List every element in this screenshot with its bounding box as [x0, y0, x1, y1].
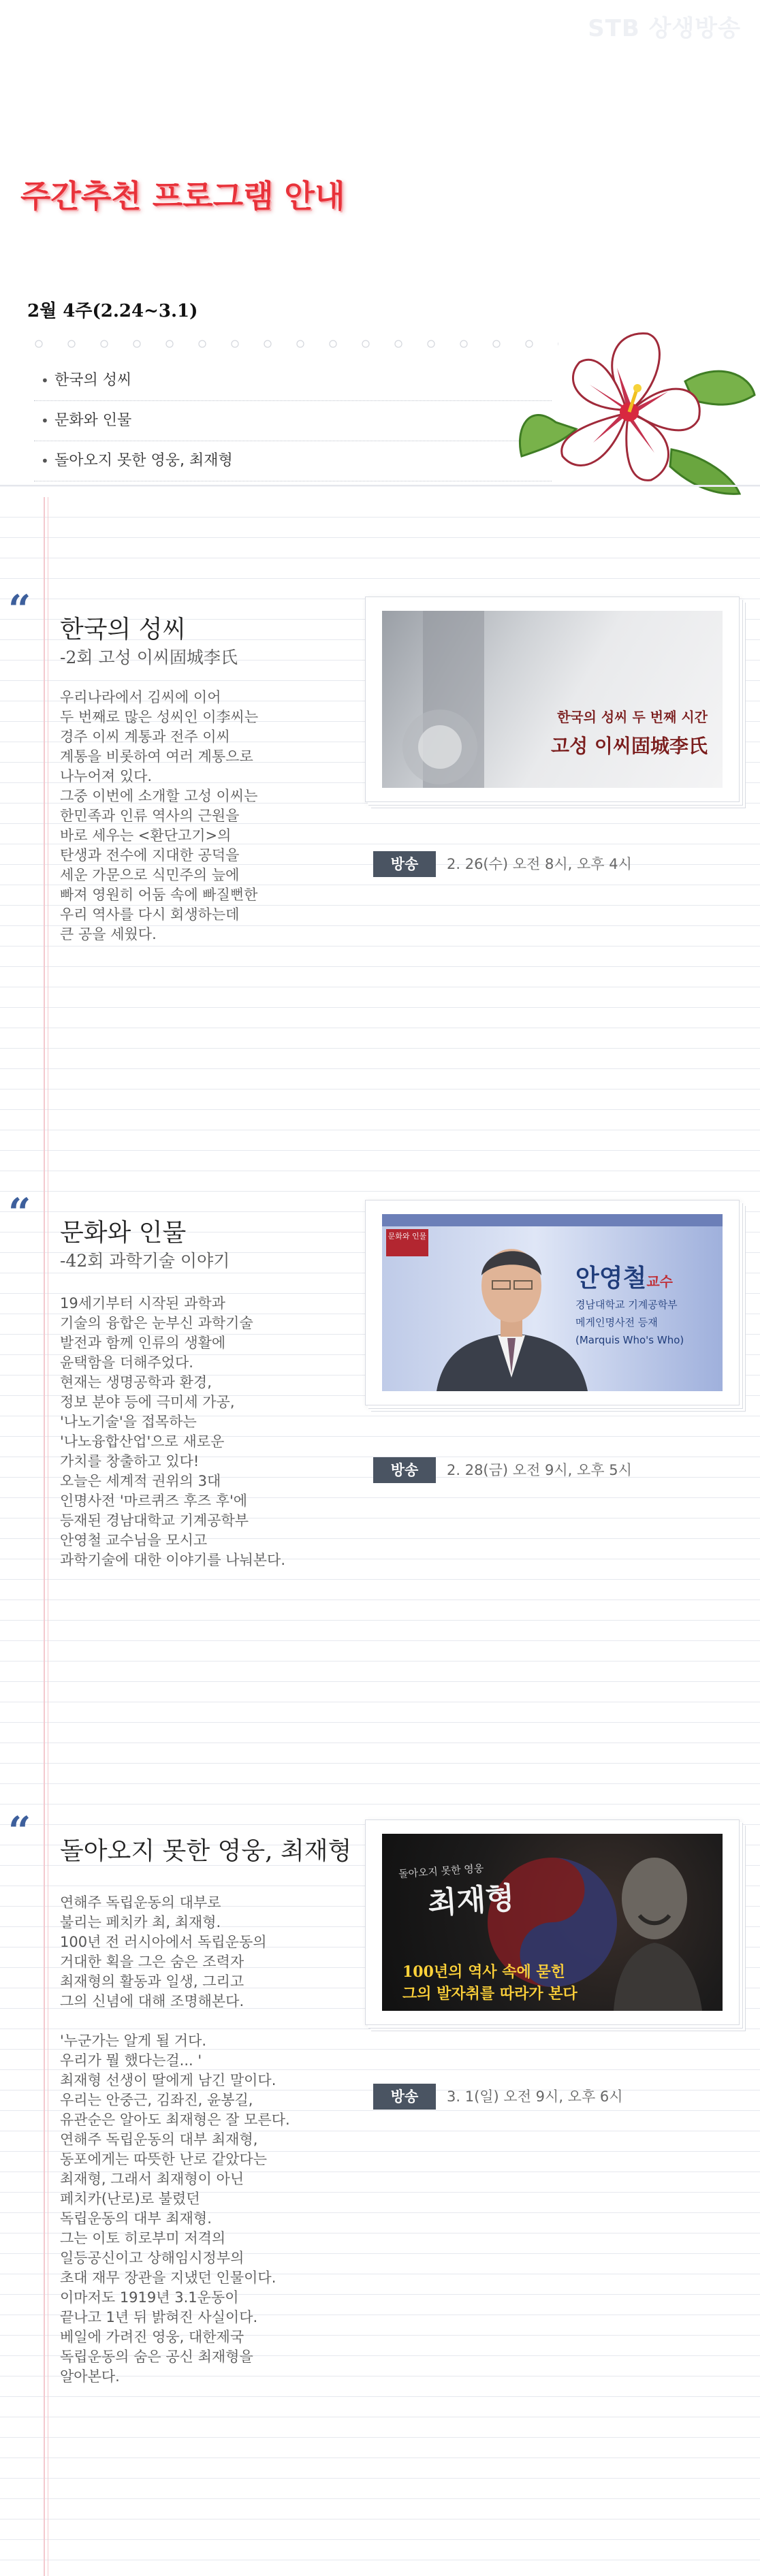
toc-item[interactable]: • 문화와 인물 — [34, 401, 552, 441]
toc-item[interactable]: • 돌아오지 못한 영웅, 최재형 — [34, 441, 552, 481]
program-subtitle: -42회 과학기술 이야기 — [60, 1251, 230, 1271]
program-thumbnail[interactable] — [382, 1834, 723, 2011]
broadcast-time: 2. 28(금) 오전 9시, 오후 5시 — [447, 1462, 632, 1478]
person-portrait-icon — [430, 1214, 593, 1391]
thumbnail-caption-line: 그의 발자취를 따라가 본다 — [402, 1985, 577, 2003]
program-toc — [34, 361, 552, 481]
quote-icon: “ — [8, 586, 31, 633]
thumbnail-title — [398, 1856, 565, 1925]
stone-monument-icon — [382, 611, 723, 788]
program-thumbnail-frame — [365, 1819, 740, 2025]
section-divider — [0, 485, 760, 487]
broadcast-time: 3. 1(일) 오전 9시, 오후 6시 — [447, 2088, 623, 2105]
quote-icon: “ — [8, 1190, 31, 1236]
binder-holes — [34, 338, 558, 352]
program-description: 19세기부터 시작된 과학과 기술의 융합은 눈부신 과학기술 발전과 함께 인류의 생활에 윤택함을 더해주었다. 현재는 생명공학과 환경, 정보 분야 등에 극미세 가공, '나노기술'을 접목하는 '나노융합산업'으로 새로운 가치를 창출하고 있다! 오늘은 세계적 권위의 3대 인명사전 '마르퀴즈 후즈 후'에 등재된 경남대학교 기계공학부 안영철 교수님을 모시고 과학기술에 대한 이야기를 나눠본다. — [60, 1295, 285, 1568]
thumbnail-small-title: 돌아오지 못한 영웅 — [398, 1862, 484, 1881]
mugunghwa-flower-icon — [515, 320, 760, 497]
broadcast-time: 2. 26(수) 오전 8시, 오후 4시 — [447, 856, 632, 872]
guest-honor: 메게인명사전 등재 — [575, 1316, 658, 1329]
broadcast-badge: 방송 — [373, 2084, 436, 2110]
program-thumbnail-frame — [365, 597, 740, 802]
program-description: 우리나라에서 김씨에 이어 두 번째로 많은 성씨인 이李씨는 경주 이씨 계통과 전주 이씨 계통을 비롯하여 여러 계통으로 나누어져 있다. 그중 이번에 소개할 고성 이씨는 한민족과 인류 역사의 근원을 바로 세우는 <환단고기>의 탄생과 전수에 지대한 공덕을 세운 가문으로 식민주의 늪에 빠져 영원히 어둠 속에 빠질뻔한 우리 역사를 다시 회생하는데 큰 공을 세웠다. — [60, 689, 259, 942]
guest-affiliation: 경남대학교 기계공학부 — [575, 1299, 678, 1311]
broadcast-badge: 방송 — [373, 851, 436, 877]
toc-item[interactable]: • 한국의 성씨 — [34, 361, 552, 401]
program-title: 한국의 성씨 — [60, 616, 187, 643]
program-thumbnail[interactable] — [382, 1214, 723, 1391]
guest-name: 안영철 — [575, 1265, 647, 1292]
thumbnail-caption-line: 100년의 역사 속에 묻힌 — [402, 1963, 565, 1981]
guest-title: 교수 — [646, 1273, 673, 1290]
program-logo-badge: 문화와 인물 — [386, 1229, 428, 1256]
thumbnail-caption — [551, 706, 708, 759]
program-title: 돌아오지 못한 영웅, 최재형 — [60, 1837, 352, 1865]
program-title: 문화와 인물 — [60, 1219, 187, 1247]
thumbnail-name: 최재형 — [426, 1880, 516, 1922]
margin-line — [44, 497, 45, 2576]
program-thumbnail-frame — [365, 1200, 740, 1405]
guest-honor-english: (Marquis Who's Who) — [575, 1334, 684, 1346]
broadcast-badge: 방송 — [373, 1457, 436, 1483]
program-description: 연해주 독립운동의 대부로 불리는 페치카 최, 최재형. 100년 전 러시아에서 독립운동의 거대한 획을 그은 숨은 조력자 최재형의 활동과 일생, 그리고 그의 신념에 대해 조명해본다. '누군가는 알게 될 거다. 우리가 뭘 했다는걸... ' 최재형 선생이 딸에게 남긴 말이다. 우리는 안중근, 김좌진, 윤봉길, 유관순은 알아도 최재형은 잘 모른다. 연해주 독립운동의 대부 최재형, 동포에게는 따뜻한 난로 같았다는 최재형, 그래서 최재형이 아닌 페치카(난로)로 불렸던 독립운동의 대부 최재형. 그는 이토 히로부미 저격의 일등공신이고 상해임시정부의 초대 재무 장관을 지냈던 인물이다. 이마저도 1919년 3.1운동이 끝나고 1년 뒤 밝혀진 사실이다. 베일에 가려진 영웅, 대한제국 독립운동의 숨은 공신 최재형을 알아본다. — [60, 1894, 290, 2385]
brand-watermark: STB 상생방송 — [588, 15, 741, 42]
thumbnail-caption-large: 고성 이씨固城李氏 — [551, 735, 708, 757]
quote-icon: “ — [8, 1808, 31, 1854]
thumbnail-caption — [575, 1259, 712, 1347]
program-thumbnail[interactable] — [382, 611, 723, 788]
week-label: 2월 4주(2.24~3.1) — [27, 301, 198, 321]
page-title: 주간추천 프로그램 안내 — [20, 178, 345, 214]
program-subtitle: -2회 고성 이씨固城李氏 — [60, 648, 238, 667]
thumbnail-caption-small: 한국의 성씨 두 번째 시간 — [556, 709, 708, 725]
